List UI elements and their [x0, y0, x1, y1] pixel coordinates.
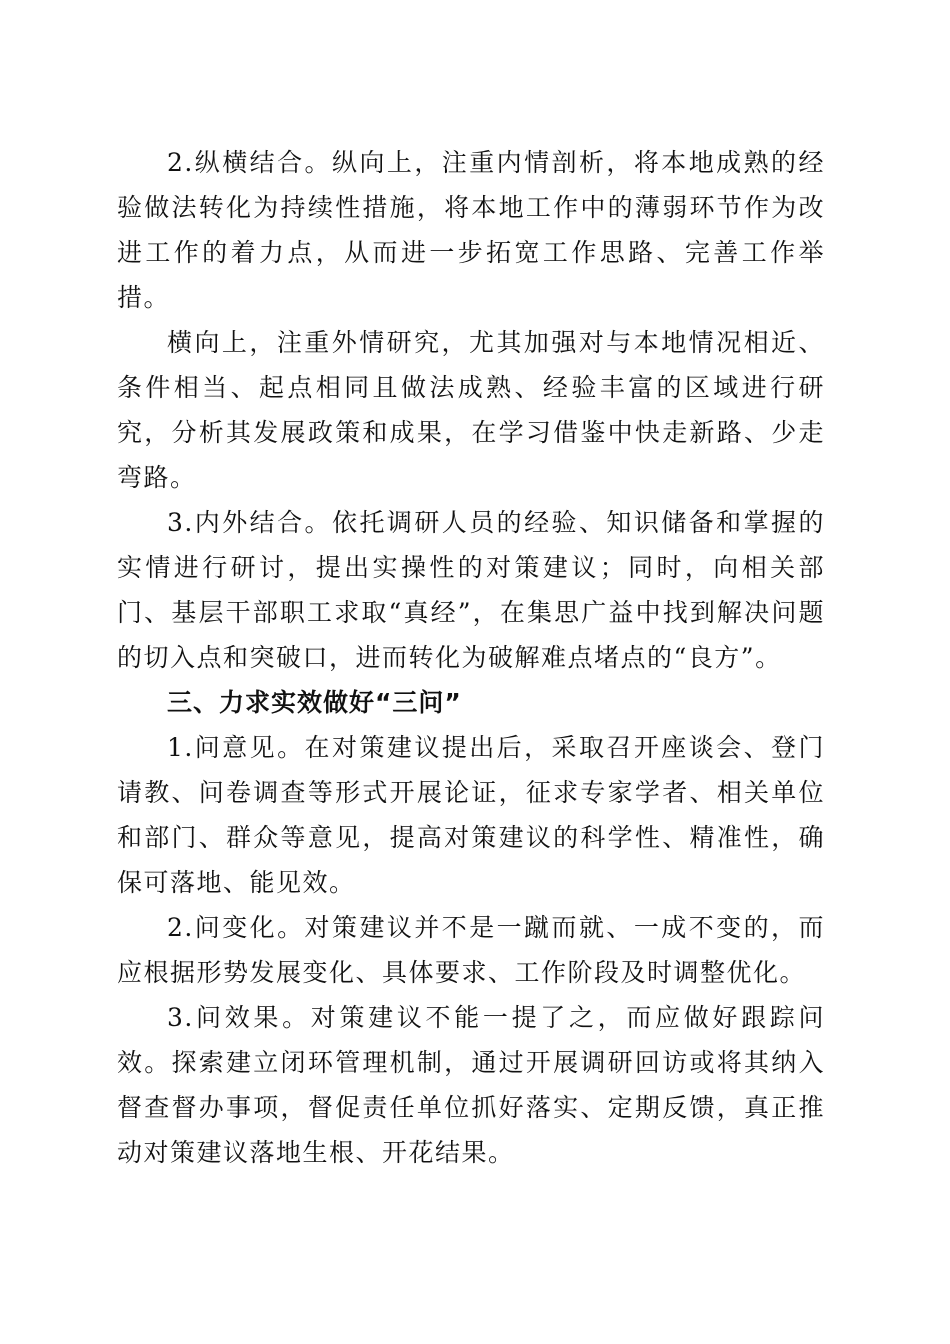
paragraph-ask-results: 3.问效果。对策建议不能一提了之，而应做好跟踪问效。探索建立闭环管理机制，通过开展调研回访或将其纳入督查督办事项，督促责任单位抓好落实、定期反馈，真正推动对策建议落地生根、开花结果。 — [117, 1003, 825, 1167]
paragraph-ask-changes: 2.问变化。对策建议并不是一蹴而就、一成不变的，而应根据形势发展变化、具体要求、工作阶段及时调整优化。 — [117, 913, 825, 987]
document-body — [117, 140, 825, 1175]
paragraph-vertical-horizontal: 2.纵横结合。纵向上，注重内情剖析，将本地成熟的经验做法转化为持续性措施，将本地工作中的薄弱环节作为改进工作的着力点，从而进一步拓宽工作思路、完善工作举措。 — [117, 148, 825, 312]
paragraph-ask-opinions: 1.问意见。在对策建议提出后，采取召开座谈会、登门请教、问卷调查等形式开展论证，征求专家学者、相关单位和部门、群众等意见，提高对策建议的科学性、精准性，确保可落地、能见效。 — [117, 733, 825, 897]
paragraph-internal-external: 3.内外结合。依托调研人员的经验、知识储备和掌握的实情进行研讨，提出实操性的对策建议；同时，向相关部门、基层干部职工求取“真经”，在集思广益中找到解决问题的切入点和突破口，进而转化为破解难点堵点的“良方”。 — [117, 508, 825, 672]
paragraph-horizontal: 横向上，注重外情研究，尤其加强对与本地情况相近、条件相当、起点相同且做法成熟、经验丰富的区域进行研究，分析其发展政策和成果，在学习借鉴中快走新路、少走弯路。 — [117, 328, 825, 492]
section-heading: 三、力求实效做好“三问” — [167, 688, 462, 717]
